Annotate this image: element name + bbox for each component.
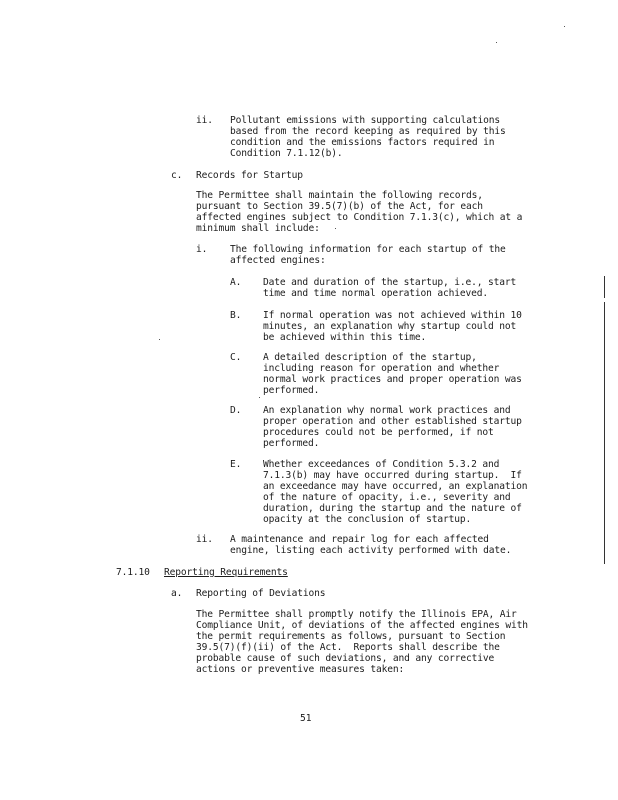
sub-e-line-5: duration, during the startup and the nature of	[263, 503, 522, 514]
item-c-ii-line-1: A maintenance and repair log for each affected	[230, 534, 489, 545]
item-c-intro-3: affected engines subject to Condition 7.1.3(c), which at a	[196, 212, 523, 223]
item-a-line-4: 39.5(7)(f)(ii) of the Act. Reports shall describe the	[196, 642, 500, 653]
item-c-i-label: i.	[196, 244, 208, 255]
sub-b-line-1: If normal operation was not achieved within 10	[263, 310, 522, 321]
sub-c-line-4: performed.	[263, 385, 320, 396]
revision-bar	[604, 276, 605, 298]
sub-e-line-6: opacity at the conclusion of startup.	[263, 514, 472, 525]
item-ii-line-1: Pollutant emissions with supporting calculations	[230, 115, 501, 126]
item-c-intro-2: pursuant to Section 39.5(7)(b) of the Act, for each	[196, 201, 483, 212]
sub-c-line-1: A detailed description of the startup,	[263, 352, 477, 363]
sub-b-line-2: minutes, an explanation why startup could not	[263, 321, 517, 332]
item-a-line-1: The Permittee shall promptly notify the Illinois EPA, Air	[196, 609, 517, 620]
item-a-label: a.	[171, 588, 183, 599]
item-ii-line-4: Condition 7.1.12(b).	[230, 148, 343, 159]
scan-speck	[496, 42, 497, 43]
sub-d-line-1: An explanation why normal work practices and	[263, 405, 511, 416]
item-a-heading: Reporting of Deviations	[196, 588, 326, 599]
sub-b-line-3: be achieved within this time.	[263, 332, 427, 343]
item-c-label: c.	[171, 170, 183, 181]
sub-a-line-1: Date and duration of the startup, i.e., start	[263, 277, 517, 288]
page-number: 51	[300, 713, 312, 724]
sub-b-label: B.	[230, 310, 242, 321]
scan-speck	[259, 397, 260, 398]
scan-speck	[564, 26, 565, 27]
item-ii-line-2: based from the record keeping as required by this	[230, 126, 506, 137]
item-ii-line-3: condition and the emissions factors required in	[230, 137, 495, 148]
item-c-intro-4: minimum shall include:	[196, 223, 320, 234]
sub-e-line-4: of the nature of opacity, i.e., severity and	[263, 492, 511, 503]
sub-e-line-1: Whether exceedances of Condition 5.3.2 and	[263, 459, 500, 470]
sub-c-label: C.	[230, 352, 242, 363]
item-c-ii-label: ii.	[196, 534, 213, 545]
sub-e-line-2: 7.1.3(b) may have occurred during startup. If	[263, 470, 522, 481]
sub-d-line-3: procedures could not be performed, if not	[263, 427, 494, 438]
revision-bar	[604, 302, 605, 564]
sub-d-line-2: proper operation and other established startup	[263, 416, 522, 427]
item-c-i-line-1: The following information for each startup of the	[230, 244, 506, 255]
sub-d-label: D.	[230, 405, 242, 416]
sub-c-line-3: normal work practices and proper operation was	[263, 374, 522, 385]
item-c-heading: Records for Startup	[196, 170, 303, 181]
item-c-i-line-2: affected engines:	[230, 255, 326, 266]
sub-a-line-2: time and time normal operation achieved.	[263, 288, 489, 299]
item-a-line-2: Compliance Unit, of deviations of the affected engines with	[196, 620, 528, 631]
item-a-line-6: actions or preventive measures taken:	[196, 664, 405, 675]
sub-c-line-2: including reason for operation and whether	[263, 363, 500, 374]
section-heading: Reporting Requirements	[164, 567, 288, 578]
sub-e-label: E.	[230, 459, 242, 470]
sub-e-line-3: an exceedance may have occurred, an explanation	[263, 481, 528, 492]
scan-speck	[335, 228, 336, 229]
item-c-ii-line-2: engine, listing each activity performed with date.	[230, 545, 512, 556]
sub-a-label: A.	[230, 277, 242, 288]
section-number: 7.1.10	[116, 567, 150, 578]
item-a-line-3: the permit requirements as follows, pursuant to Section	[196, 631, 506, 642]
scan-speck	[159, 339, 160, 340]
sub-d-line-4: performed.	[263, 438, 320, 449]
item-c-intro-1: The Permittee shall maintain the following records,	[196, 190, 483, 201]
item-ii-label: ii.	[196, 115, 213, 126]
item-a-line-5: probable cause of such deviations, and any corrective	[196, 653, 495, 664]
